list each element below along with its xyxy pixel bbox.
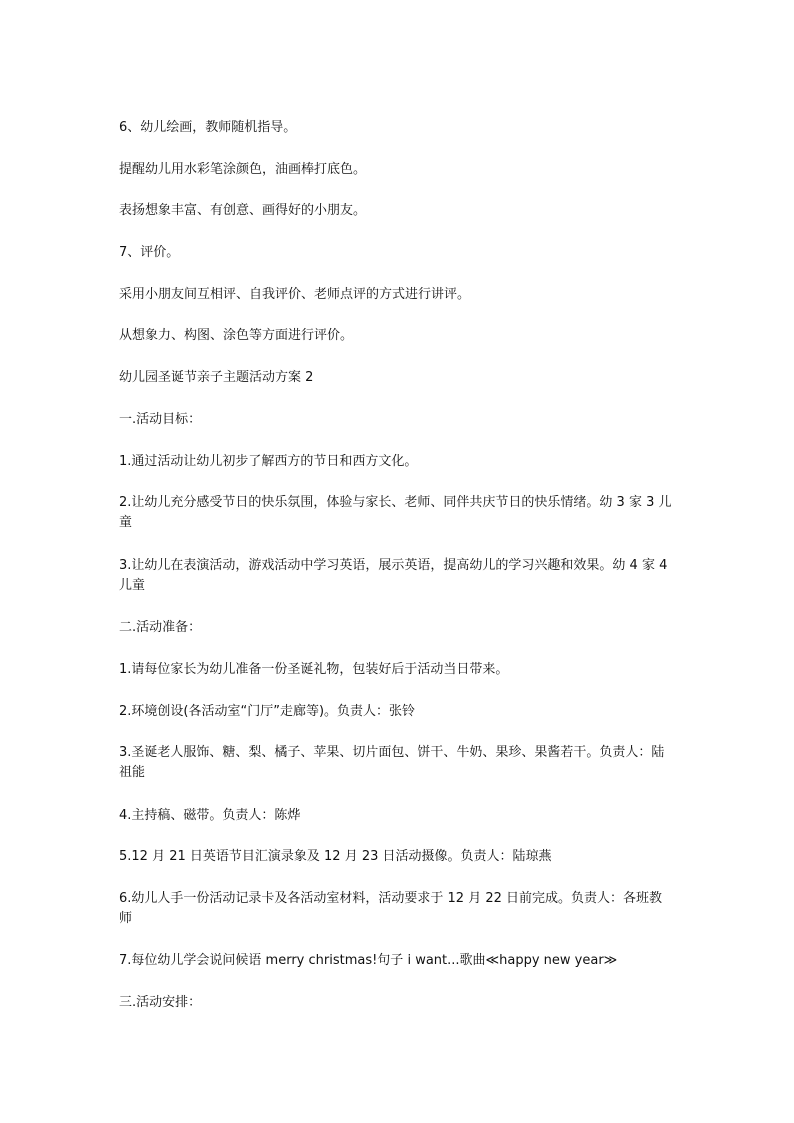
- paragraph-step-7: 7、评价。: [119, 245, 180, 260]
- heading-objectives: 一.活动目标：: [119, 412, 202, 427]
- preparation-5: 5.12 月 21 日英语节目汇演录象及 12 月 23 日活动摄像。负责人：陆琼燕: [119, 849, 552, 864]
- section-title-plan-2: 幼儿园圣诞节亲子主题活动方案 2: [119, 370, 314, 385]
- paragraph-praise: 表扬想象丰富、有创意、画得好的小朋友。: [119, 203, 367, 218]
- preparation-3: 3.圣诞老人服饰、糖、梨、橘子、苹果、切片面包、饼干、牛奶、果珍、果酱若干。负责人：陆祖能: [119, 745, 665, 780]
- objective-3: 3.让幼儿在表演活动，游戏活动中学习英语，展示英语，提高幼儿的学习兴趣和效果。幼 4 家 4 儿童: [119, 558, 668, 593]
- paragraph-step-6: 6、幼儿绘画，教师随机指导。: [119, 120, 297, 135]
- preparation-4: 4.主持稿、磁带。负责人：陈烨: [119, 808, 301, 823]
- heading-schedule: 三.活动安排：: [119, 995, 202, 1010]
- preparation-1: 1.请每位家长为幼儿准备一份圣诞礼物，包装好后于活动当日带来。: [119, 662, 509, 677]
- preparation-2: 2.环境创设(各活动室“门厅”走廊等)。负责人：张铃: [119, 704, 416, 719]
- preparation-7: 7.每位幼儿学会说问候语 merry christmas!句子 i want...歌曲≪happy new year≫: [119, 953, 618, 968]
- paragraph-evaluation-method: 采用小朋友间互相评、自我评价、老师点评的方式进行讲评。: [119, 287, 471, 302]
- preparation-6: 6.幼儿人手一份活动记录卡及各活动室材料，活动要求于 12 月 22 日前完成。负责人：各班教师: [119, 891, 663, 926]
- objective-2: 2.让幼儿充分感受节日的快乐氛围，体验与家长、老师、同伴共庆节日的快乐情绪。幼 3 家 3 儿童: [119, 495, 672, 530]
- objective-1: 1.通过活动让幼儿初步了解西方的节日和西方文化。: [119, 454, 418, 469]
- paragraph-evaluation-aspects: 从想象力、构图、涂色等方面进行评价。: [119, 328, 354, 343]
- paragraph-coloring-tip: 提醒幼儿用水彩笔涂颜色，油画棒打底色。: [119, 162, 367, 177]
- heading-preparation: 二.活动准备：: [119, 620, 202, 635]
